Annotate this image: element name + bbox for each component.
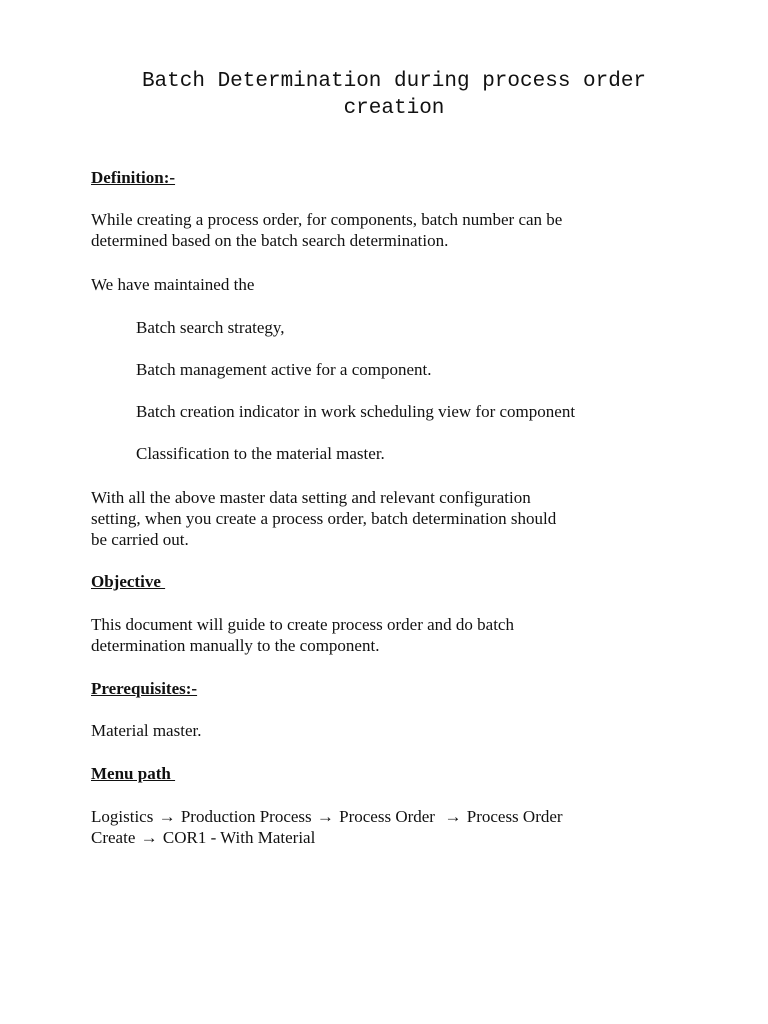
menu-path-heading: Menu path xyxy=(91,764,176,783)
right-arrow-icon: → xyxy=(158,807,176,826)
summary-paragraph xyxy=(91,487,711,550)
summary-line-1: With all the above master data setting and relevant configuration xyxy=(91,488,531,507)
maintained-item: Batch management active for a component. xyxy=(136,360,432,379)
objective-paragraph xyxy=(91,614,711,656)
menu-path-step: Create xyxy=(91,828,136,847)
title-line-1: Batch Determination during process order xyxy=(141,70,647,93)
right-arrow-icon: → xyxy=(316,807,334,826)
title-line-2: creation xyxy=(343,97,445,120)
menu-path xyxy=(91,806,711,848)
menu-path-step: Process Order xyxy=(466,807,563,826)
maintained-item: Batch search strategy, xyxy=(136,318,285,337)
menu-path-step: Process Order xyxy=(339,807,435,826)
maintained-item: Classification to the material master. xyxy=(136,444,385,463)
menu-path-step: Production Process xyxy=(180,807,312,826)
document-title xyxy=(60,68,728,122)
menu-path-line-1 xyxy=(91,806,711,827)
menu-path-step: Logistics xyxy=(91,807,154,826)
objective-line-1: This document will guide to create process order and do batch xyxy=(91,615,514,634)
right-arrow-icon: → xyxy=(140,828,158,847)
objective-heading: Objective xyxy=(91,572,166,591)
menu-path-step: COR1 - With Material xyxy=(162,828,316,847)
definition-heading: Definition:- xyxy=(91,168,176,187)
maintained-intro: We have maintained the xyxy=(91,275,255,294)
prerequisites-text: Material master. xyxy=(91,721,202,740)
prerequisites-heading: Prerequisites:- xyxy=(91,679,198,698)
definition-line-1: While creating a process order, for components, batch number can be xyxy=(91,210,563,229)
objective-line-2: determination manually to the component. xyxy=(91,636,380,655)
definition-line-2: determined based on the batch search determination. xyxy=(91,231,449,250)
maintained-item: Batch creation indicator in work scheduling view for component xyxy=(136,402,576,421)
summary-line-2: setting, when you create a process order, batch determination should xyxy=(91,509,557,528)
right-arrow-icon: → xyxy=(444,807,462,826)
definition-paragraph xyxy=(91,209,711,251)
summary-line-3: be carried out. xyxy=(91,530,189,549)
menu-path-line-2 xyxy=(91,827,711,848)
